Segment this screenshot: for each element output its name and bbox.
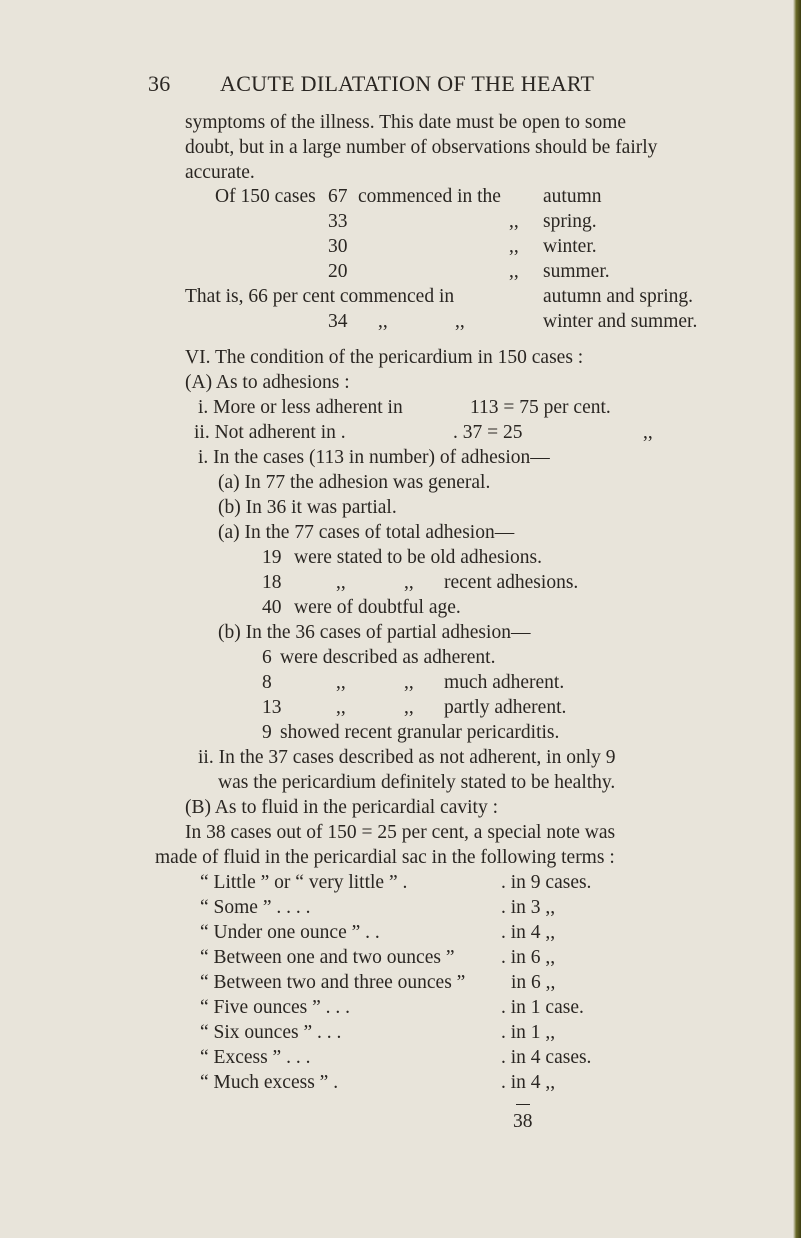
onset-summary-ditto: ,, — [378, 311, 388, 332]
partial-row-text: were described as adherent. — [280, 647, 496, 668]
partial-row-count: 13 — [262, 697, 282, 718]
total-row-count: 40 — [262, 597, 282, 618]
intro-line-3: accurate. — [185, 162, 255, 183]
adherent-label: i. More or less adherent in — [198, 397, 403, 418]
fluid-term: “ Six ounces ” . . . — [200, 1022, 342, 1043]
fluid-term: “ Much excess ” . — [200, 1072, 339, 1093]
subsection-b-heading: (B) As to fluid in the pericardial cavity : — [185, 797, 498, 818]
fluid-term: “ Excess ” . . . — [200, 1047, 311, 1068]
adhesion-general: (a) In 77 the adhesion was general. — [218, 472, 491, 493]
partial-row-count: 9 — [262, 722, 272, 743]
onset-count: 67 — [328, 186, 348, 207]
fluid-count: . in 4 ,, — [501, 922, 556, 943]
fluid-count: . in 1 ,, — [501, 1022, 556, 1043]
onset-season: spring. — [543, 211, 597, 232]
onset-prefix: Of 150 cases — [215, 186, 316, 207]
partial-row-text: partly adherent. — [444, 697, 567, 718]
fluid-term: “ Under one ounce ” . . — [200, 922, 380, 943]
adhesion-cases-heading: i. In the cases (113 in number) of adhesion— — [198, 447, 550, 468]
onset-count: 20 — [328, 261, 348, 282]
adhesion-partial: (b) In 36 it was partial. — [218, 497, 397, 518]
onset-count: 30 — [328, 236, 348, 257]
fluid-count: . in 4 cases. — [501, 1047, 592, 1068]
total-row-text: were of doubtful age. — [294, 597, 461, 618]
page-edge-shadow — [793, 0, 801, 1238]
page-number: 36 — [148, 71, 171, 96]
onset-summary-count: 34 — [328, 311, 348, 332]
partial-row-ditto: ,, — [336, 697, 346, 718]
onset-summary-right: winter and summer. — [543, 311, 698, 332]
total-row-ditto: ,, — [336, 572, 346, 593]
total-adhesion-heading: (a) In the 77 cases of total adhesion— — [218, 522, 515, 543]
not-adherent-value: . 37 = 25 — [453, 422, 523, 443]
not-adherent-paragraph-line-2: was the pericardium definitely stated to be healthy. — [218, 772, 616, 793]
onset-season: summer. — [543, 261, 610, 282]
fluid-paragraph-line-1: In 38 cases out of 150 = 25 per cent, a special note was — [185, 822, 616, 843]
partial-row-text: much adherent. — [444, 672, 565, 693]
total-rule — [516, 1104, 530, 1105]
not-adherent-ditto: ,, — [643, 422, 653, 443]
fluid-term: “ Between two and three ounces ” — [200, 972, 466, 993]
partial-row-ditto: ,, — [404, 672, 414, 693]
onset-verb: commenced in the — [358, 186, 501, 207]
fluid-count: . in 9 cases. — [501, 872, 592, 893]
total-row-count: 19 — [262, 547, 282, 568]
onset-season: autumn — [543, 186, 602, 207]
partial-row-count: 8 — [262, 672, 272, 693]
adherent-value: 113 = 75 per cent. — [470, 397, 611, 418]
section-vi-heading: VI. The condition of the pericardium in 150 cases : — [185, 347, 584, 368]
fluid-count: . in 1 case. — [501, 997, 584, 1018]
fluid-term: “ Between one and two ounces ” — [200, 947, 455, 968]
not-adherent-paragraph-line-1: ii. In the 37 cases described as not adherent, in only 9 — [198, 747, 616, 768]
total-row-text: were stated to be old adhesions. — [294, 547, 543, 568]
fluid-count: . in 3 ,, — [501, 897, 556, 918]
partial-row-ditto: ,, — [404, 697, 414, 718]
onset-count: 33 — [328, 211, 348, 232]
onset-summary-right: autumn and spring. — [543, 286, 694, 307]
partial-row-ditto: ,, — [336, 672, 346, 693]
onset-summary-ditto: ,, — [455, 311, 465, 332]
onset-ditto: ,, — [509, 261, 519, 282]
partial-row-text: showed recent granular pericarditis. — [280, 722, 560, 743]
not-adherent-label: ii. Not adherent in . — [194, 422, 346, 443]
partial-adhesion-heading: (b) In the 36 cases of partial adhesion— — [218, 622, 531, 643]
fluid-total: 38 — [513, 1111, 533, 1132]
total-row-text: recent adhesions. — [444, 572, 579, 593]
partial-row-count: 6 — [262, 647, 272, 668]
running-title: ACUTE DILATATION OF THE HEART — [220, 71, 595, 96]
fluid-term: “ Little ” or “ very little ” . — [200, 872, 408, 893]
fluid-paragraph-line-2: made of fluid in the pericardial sac in the following terms : — [155, 847, 615, 868]
onset-ditto: ,, — [509, 236, 519, 257]
fluid-term: “ Five ounces ” . . . — [200, 997, 351, 1018]
fluid-count: in 6 ,, — [511, 972, 556, 993]
fluid-term: “ Some ” . . . . — [200, 897, 311, 918]
fluid-count: . in 6 ,, — [501, 947, 556, 968]
total-row-ditto: ,, — [404, 572, 414, 593]
intro-line-1: symptoms of the illness. This date must be open to some — [185, 112, 627, 133]
fluid-count: . in 4 ,, — [501, 1072, 556, 1093]
intro-line-2: doubt, but in a large number of observations should be fairly — [185, 137, 658, 158]
onset-summary-left: That is, 66 per cent commenced in — [185, 286, 455, 307]
subsection-a-heading: (A) As to adhesions : — [185, 372, 350, 393]
onset-ditto: ,, — [509, 211, 519, 232]
total-row-count: 18 — [262, 572, 282, 593]
onset-season: winter. — [543, 236, 597, 257]
